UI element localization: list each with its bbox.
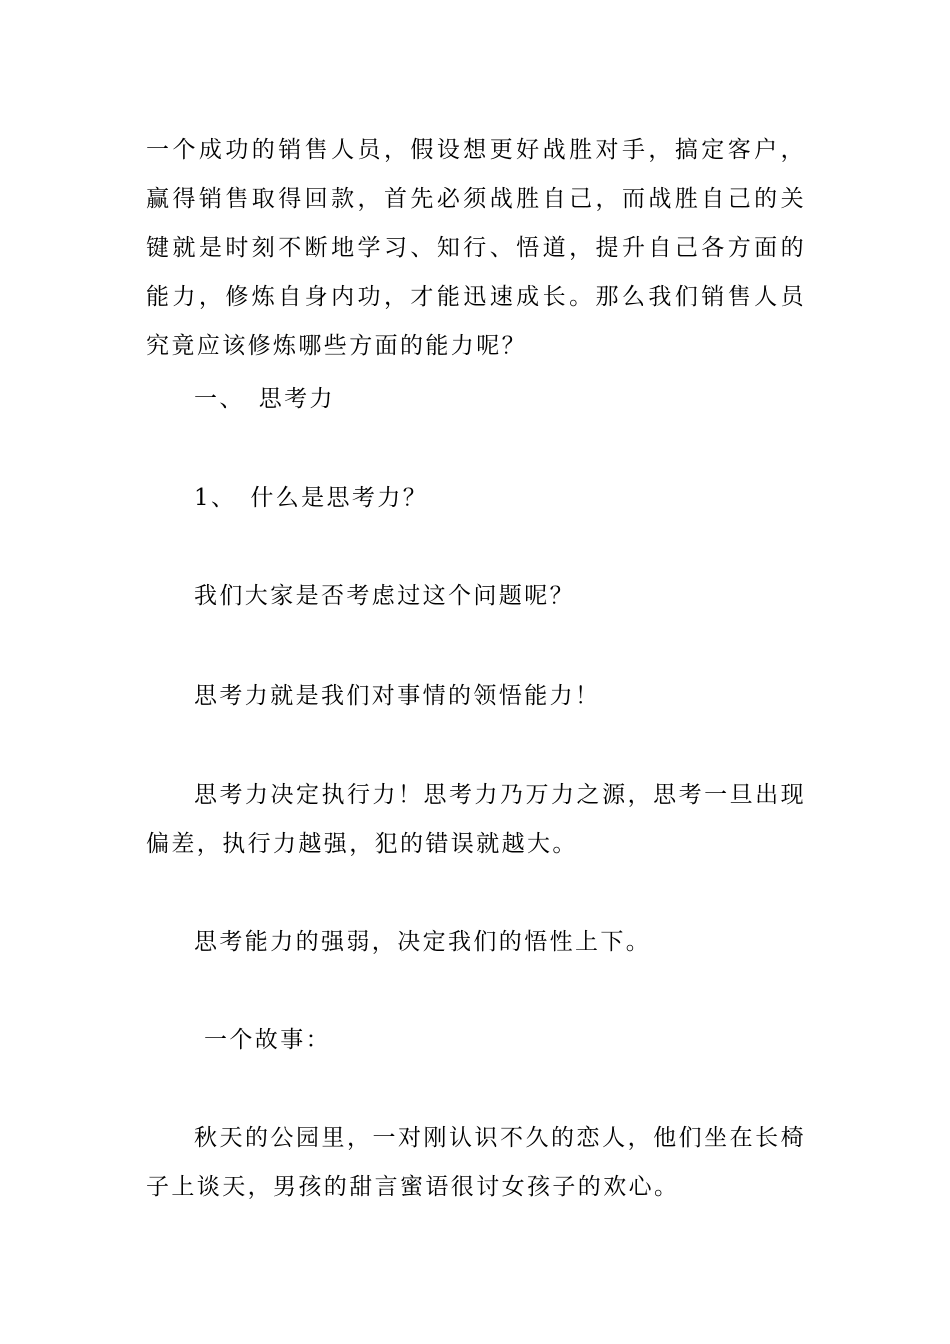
question-paragraph: 我们大家是否考虑过这个问题呢？: [194, 583, 575, 609]
subheading: 1、 什么是思考力？: [194, 485, 429, 511]
story-label: 一个故事：: [204, 1027, 331, 1053]
strength-paragraph: 思考能力的强弱，决定我们的悟性上下。: [194, 929, 652, 955]
definition-paragraph: 思考力就是我们对事情的领悟能力！: [194, 683, 601, 709]
section-heading: 一、 思考力: [194, 386, 335, 412]
intro-paragraph: 一个成功的销售人员，假设想更好战胜对手，搞定客户，赢得销售取得回款，首先必须战胜自己，而战胜自己的关键就是时刻不断地学习、知行、悟道，提升自己各方面的能力，修炼自身内功，才能迅速成长。那么我们销售人员究竟应该修炼哪些方面的能力呢？: [146, 137, 806, 359]
story-paragraph: 秋天的公园里，一对刚认识不久的恋人，他们坐在长椅子上谈天，男孩的甜言蜜语很讨女孩子的欢心。: [146, 1125, 806, 1200]
importance-paragraph: 思考力决定执行力！思考力乃万力之源，思考一旦出现偏差，执行力越强，犯的错误就越大。: [146, 782, 806, 857]
